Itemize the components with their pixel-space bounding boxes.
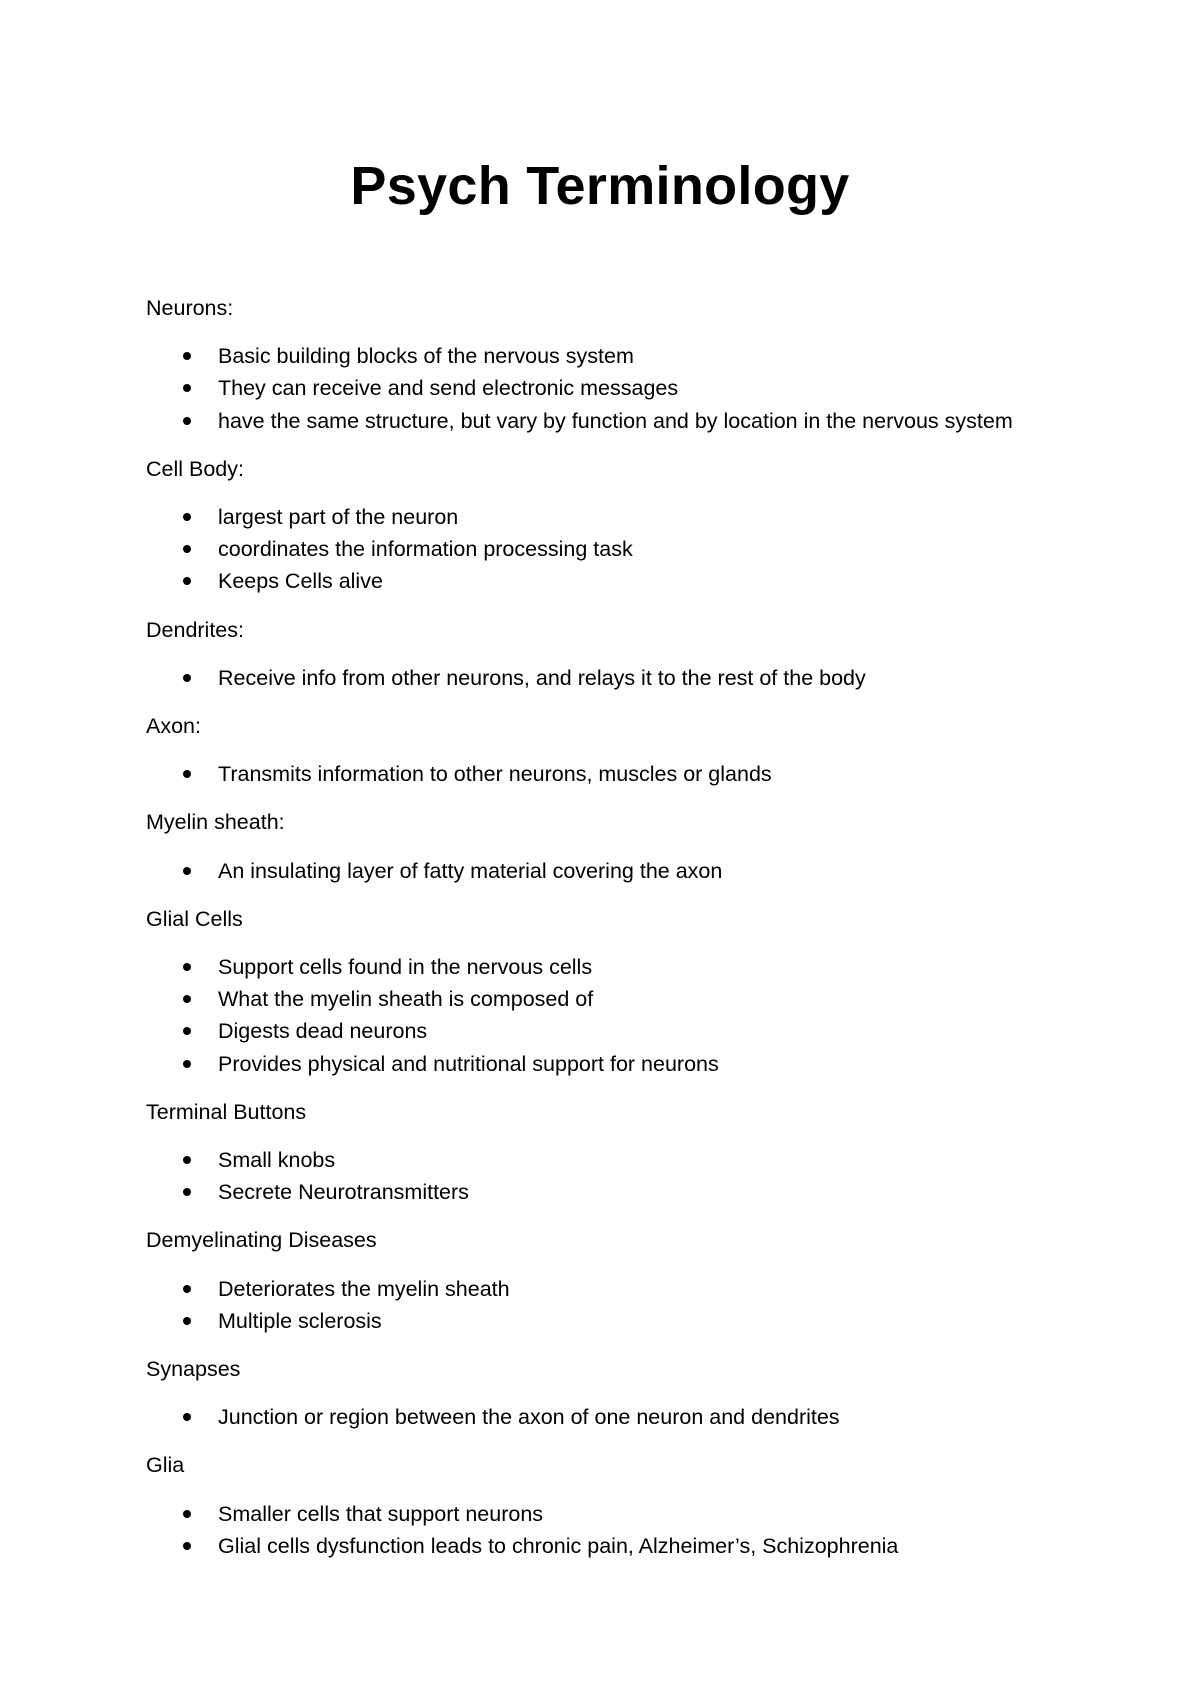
term-section [146,292,1106,437]
list-item-text: They can receive and send electronic messages [218,376,679,401]
term-section [146,1449,1106,1562]
list-item [146,951,1106,983]
term-section [146,1096,1106,1209]
bullet-list [146,340,1106,437]
list-item [146,1015,1106,1047]
section-heading: Synapses [146,1357,241,1382]
list-item-text: Multiple sclerosis [218,1308,382,1333]
list-item-text: Glial cells dysfunction leads to chronic pain, Alzheimer’s, Schizophrenia [218,1533,899,1558]
section-heading: Dendrites: [146,617,244,642]
list-item [146,758,1106,790]
section-heading: Terminal Buttons [146,1099,307,1124]
list-item [146,565,1106,597]
list-item-text: Smaller cells that support neurons [218,1501,544,1526]
document-body [146,292,1106,1578]
list-item [146,533,1106,565]
term-section [146,903,1106,1080]
list-item [146,983,1106,1015]
bullet-list [146,1401,1106,1433]
bullet-list [146,1498,1106,1562]
list-item-text: What the myelin sheath is composed of [218,987,594,1012]
list-item [146,1048,1106,1080]
page-title: Psych Terminology [350,156,850,216]
list-item [146,1305,1106,1337]
bullet-list [146,758,1106,790]
list-item-text: Keeps Cells alive [218,569,383,594]
list-item [146,405,1106,437]
section-heading: Glia [146,1453,185,1478]
section-heading: Cell Body: [146,456,244,481]
list-item-text: An insulating layer of fatty material covering the axon [218,858,723,883]
list-item [146,1498,1106,1530]
bullet-list [146,951,1106,1080]
list-item [146,501,1106,533]
term-section [146,453,1106,598]
list-item [146,340,1106,372]
bullet-list [146,855,1106,887]
list-item [146,1401,1106,1433]
section-heading: Glial Cells [146,906,243,931]
term-section [146,806,1106,886]
section-heading: Demyelinating Diseases [146,1228,377,1253]
bullet-list [146,1144,1106,1208]
list-item-text: Basic building blocks of the nervous system [218,344,634,369]
list-item-text: largest part of the neuron [218,505,459,530]
list-item [146,1273,1106,1305]
bullet-list [146,501,1106,598]
list-item-text: coordinates the information processing task [218,537,633,562]
list-item-text: Provides physical and nutritional support for neurons [218,1051,719,1076]
list-item [146,1176,1106,1208]
term-section [146,710,1106,790]
list-item-text: Small knobs [218,1148,336,1173]
term-section [146,1353,1106,1433]
list-item-text: have the same structure, but vary by function and by location in the nervous system [218,408,1013,433]
list-item-text: Transmits information to other neurons, muscles or glands [218,762,772,787]
list-item [146,662,1106,694]
list-item [146,855,1106,887]
section-heading: Myelin sheath: [146,810,285,835]
bullet-list [146,662,1106,694]
list-item [146,372,1106,404]
list-item-text: Digests dead neurons [218,1019,428,1044]
list-item [146,1530,1106,1562]
list-item-text: Deteriorates the myelin sheath [218,1276,510,1301]
term-section [146,1224,1106,1337]
list-item-text: Support cells found in the nervous cells [218,955,593,980]
section-heading: Axon: [146,714,201,739]
list-item-text: Junction or region between the axon of one neuron and dendrites [218,1405,840,1430]
section-heading: Neurons: [146,296,234,320]
list-item-text: Receive info from other neurons, and relays it to the rest of the body [218,665,866,690]
list-item [146,1144,1106,1176]
term-section [146,614,1106,694]
list-item-text: Secrete Neurotransmitters [218,1180,469,1205]
bullet-list [146,1273,1106,1337]
